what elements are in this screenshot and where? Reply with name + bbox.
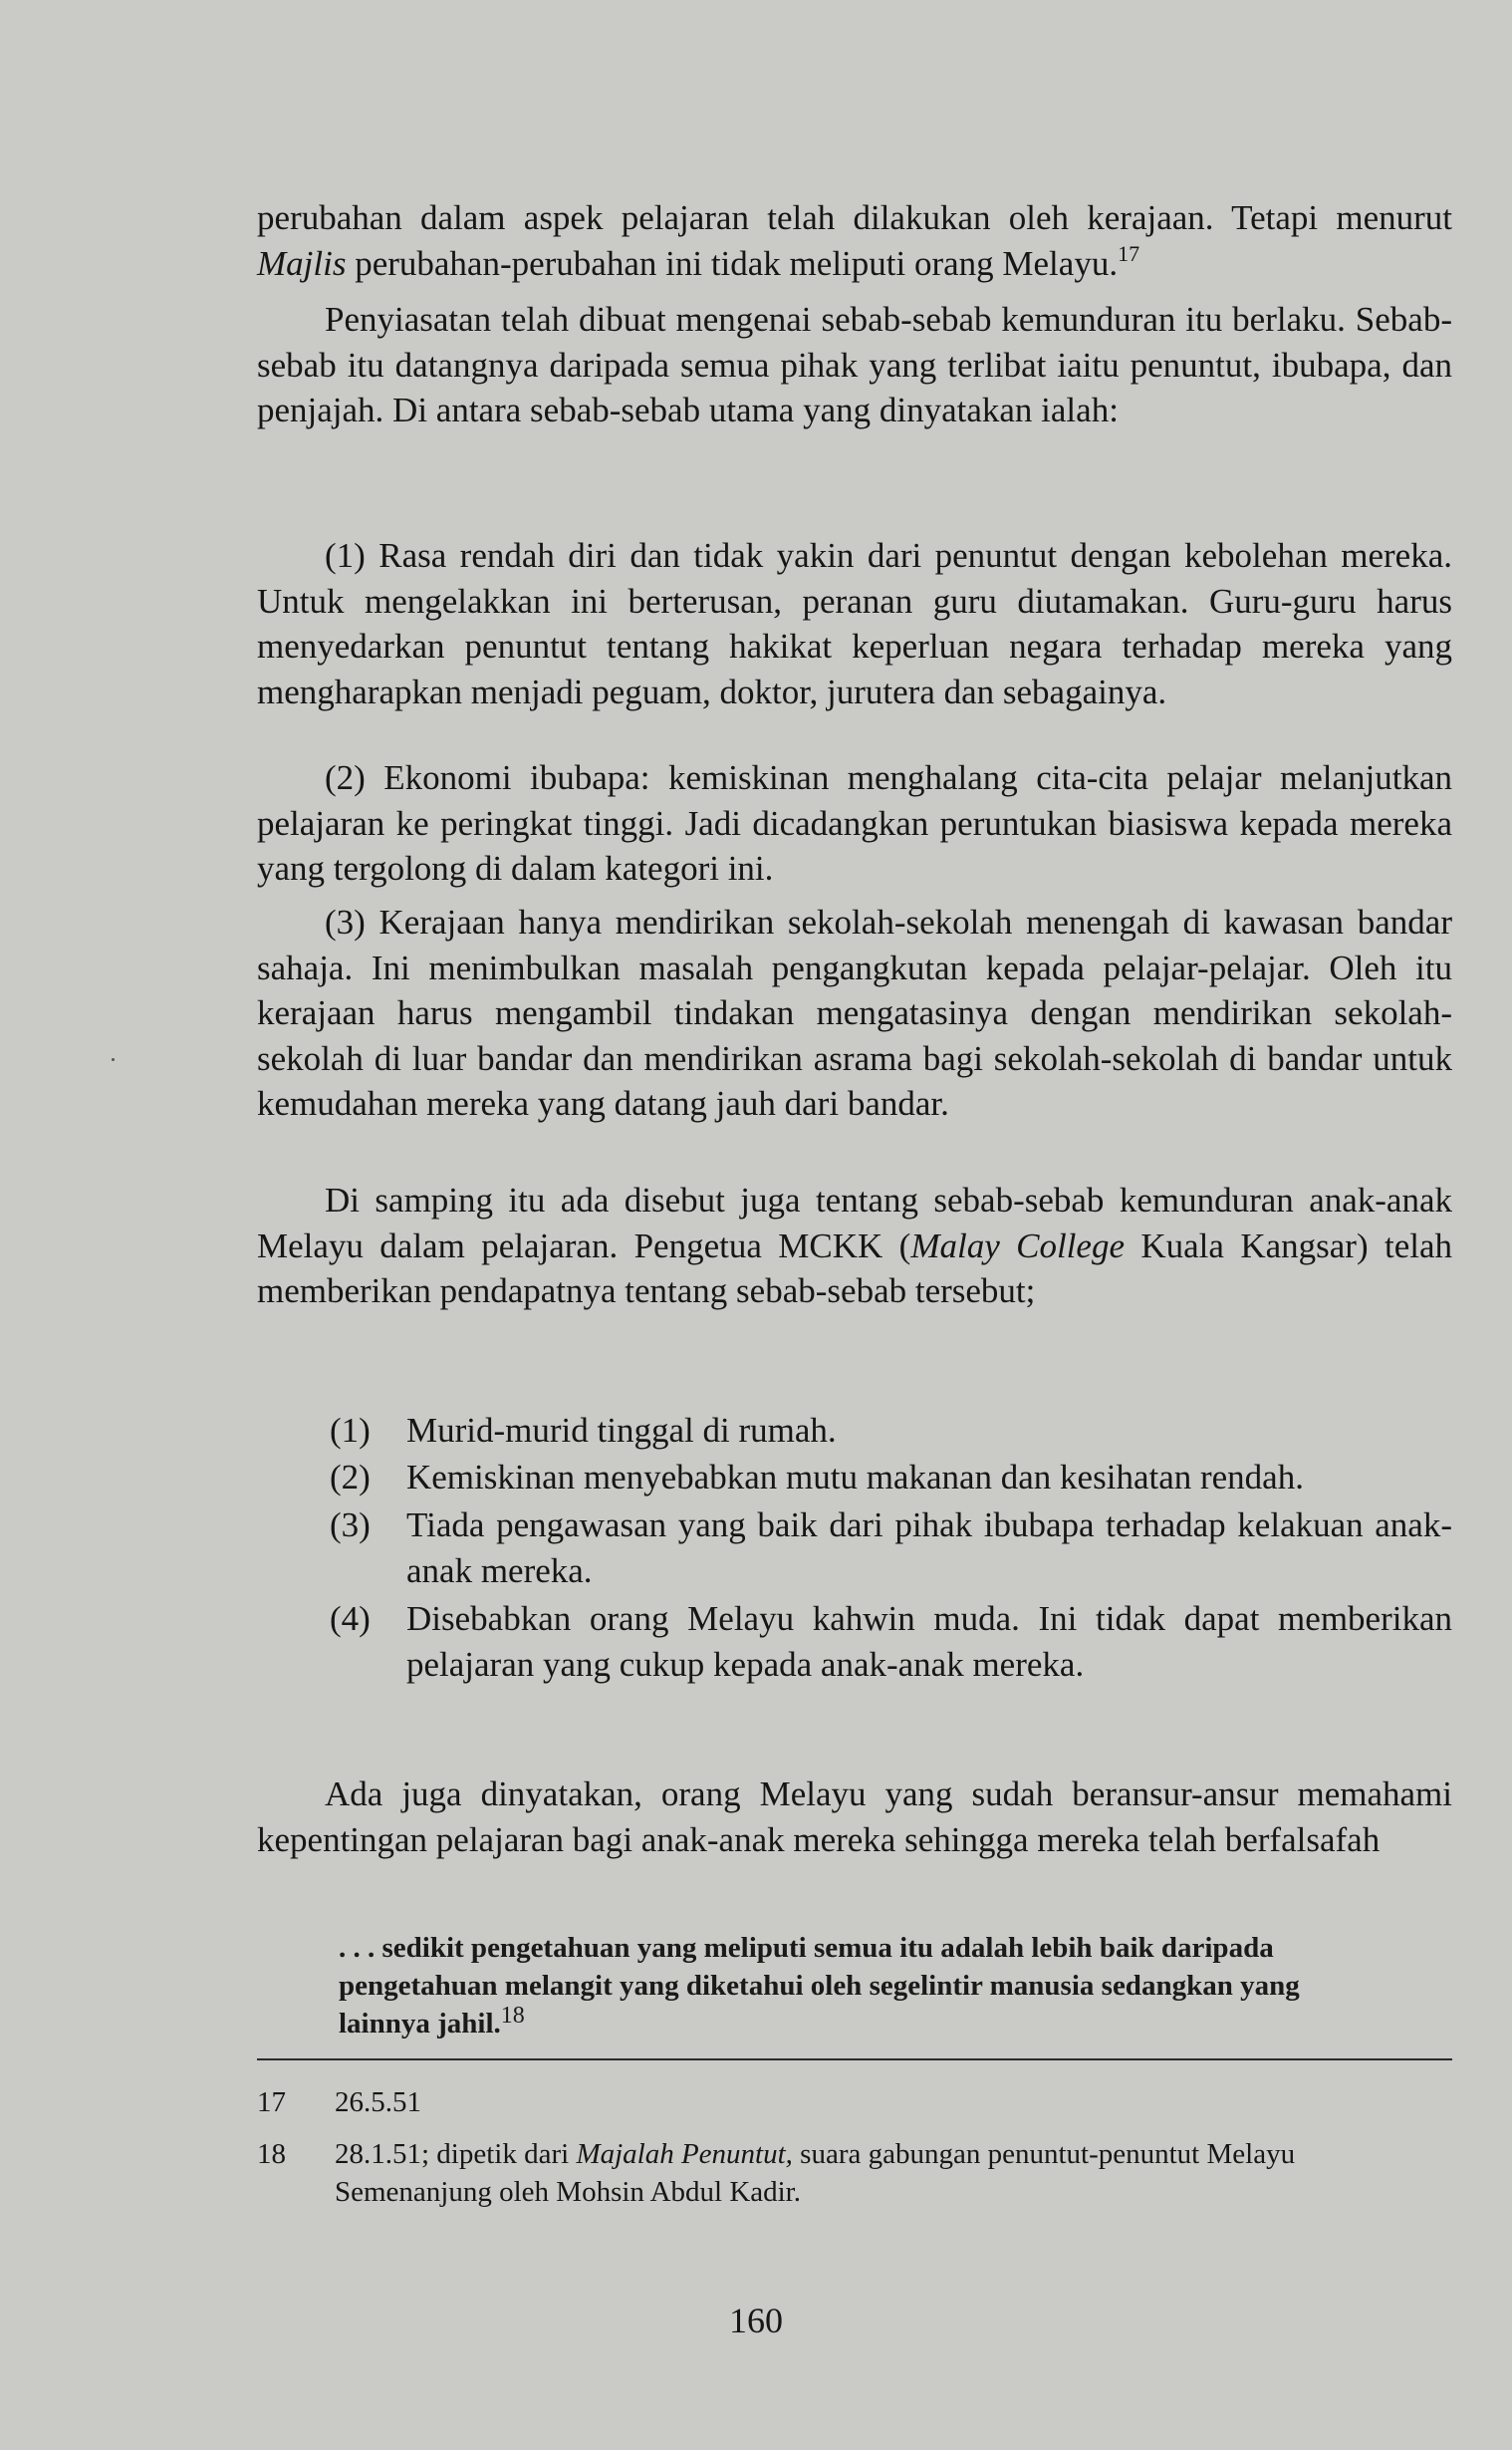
list-number: (1) <box>330 1411 371 1450</box>
paragraph-2 <box>257 297 1452 433</box>
p4-text: (2) Ekonomi ibubapa: kemiskinan menghalang cita-cita pelajar melanjutkan pelajaran ke peringkat tinggi. Jadi dicadangkan peruntukan biasiswa kepada mereka yang tergolong di dalam kategori ini. <box>257 758 1452 888</box>
paragraph-5 <box>257 900 1452 1127</box>
footnote-number: 17 <box>257 2086 286 2118</box>
footnote-ref-17: 17 <box>1118 240 1140 266</box>
p7-text: Ada juga dinyatakan, orang Melayu yang sudah beransur-ansur memahami kepentingan pelajaran bagi anak-anak mereka sehingga mereka telah berfalsafah <box>257 1774 1452 1859</box>
p1-italic: Majlis <box>257 243 347 283</box>
paragraph-1 <box>257 195 1452 286</box>
p1-text-b: perubahan-perubahan ini tidak meliputi orang Melayu. <box>346 243 1119 283</box>
list-text: Murid-murid tinggal di rumah. <box>406 1411 837 1450</box>
p1-text-a: perubahan dalam aspek pelajaran telah dilakukan oleh kerajaan. Tetapi menurut <box>257 198 1452 237</box>
list-number: (3) <box>330 1505 371 1544</box>
numbered-list <box>257 1408 1452 1687</box>
footnote-divider <box>257 2058 1452 2060</box>
list-text: Kemiskinan menyebabkan mutu makanan dan kesihatan rendah. <box>406 1457 1304 1497</box>
p6-italic: Malay College <box>910 1225 1125 1265</box>
footnote-number: 18 <box>257 2138 286 2170</box>
paragraph-3 <box>257 533 1452 714</box>
paragraph-4 <box>257 755 1452 892</box>
speck <box>112 1058 115 1061</box>
p3-text: (1) Rasa rendah diri dan tidak yakin dari penuntut dengan kebolehan mereka. Untuk mengelakkan ini berterusan, peranan guru diutamakan. Guru-guru harus menyedarkan penuntut tentang hakikat keperluan negara terhadap mereka yang mengharapkan menjadi peguam, doktor, jurutera dan sebagainya. <box>257 536 1452 711</box>
list-number: (4) <box>330 1599 371 1638</box>
list-number: (2) <box>330 1457 371 1497</box>
quote-text: . . . sedikit pengetahuan yang meliputi semua itu adalah lebih baik daripada pengetahuan melangit yang diketahui oleh segelintir manusia sedangkan yang lainnya jahil. <box>339 1932 1300 2040</box>
footnote-ref-18: 18 <box>500 2003 525 2029</box>
block-quote <box>339 1929 1394 2042</box>
p5-text: (3) Kerajaan hanya mendirikan sekolah-sekolah menengah di kawasan bandar sahaja. Ini menimbulkan masalah pengangkutan kepada pelajar-pelajar. Oleh itu kerajaan harus mengambil tindakan mengatasinya dengan mendirikan sekolah-sekolah di luar bandar dan mendirikan asrama bagi sekolah-sekolah di bandar untuk kemudahan mereka yang datang jauh dari bandar. <box>257 903 1452 1123</box>
page-number: 160 <box>729 2301 783 2340</box>
list-text: Disebabkan orang Melayu kahwin muda. Ini tidak dapat memberikan pelajaran yang cukup kepada anak-anak mereka. <box>406 1599 1452 1684</box>
p2-text: Penyiasatan telah dibuat mengenai sebab-sebab kemunduran itu berlaku. Sebab-sebab itu datangnya daripada semua pihak yang terlibat iaitu penuntut, ibubapa, dan penjajah. Di antara sebab-sebab utama yang dinyatakan ialah: <box>257 300 1452 429</box>
paragraph-6 <box>257 1178 1452 1314</box>
footnote-text: 26.5.51 <box>335 2086 421 2118</box>
p6-text-a: Di samping itu ada disebut juga tentang sebab-sebab kemunduran anak-anak Melayu dalam pelajaran. Pengetua MCKK ( <box>257 1181 1452 1265</box>
list-text: Tiada pengawasan yang baik dari pihak ibubapa terhadap kelakuan anak-anak mereka. <box>406 1505 1452 1590</box>
footnote-18 <box>257 2135 1452 2211</box>
footnote-17 <box>257 2083 1452 2121</box>
p6-text-b: Kuala Kangsar) telah memberikan pendapatnya tentang sebab-sebab tersebut; <box>257 1225 1452 1310</box>
list-item <box>257 1596 1452 1687</box>
footnotes <box>257 2083 1452 2211</box>
list-item <box>257 1502 1452 1593</box>
footnote-text: 28.1.51; dipetik dari Majalah Penuntut, suara gabungan penuntut-penuntut Melayu Semenanjung oleh Mohsin Abdul Kadir. <box>335 2138 1296 2208</box>
list-item <box>257 1455 1452 1500</box>
paragraph-7 <box>257 1771 1452 1862</box>
list-item <box>257 1408 1452 1454</box>
